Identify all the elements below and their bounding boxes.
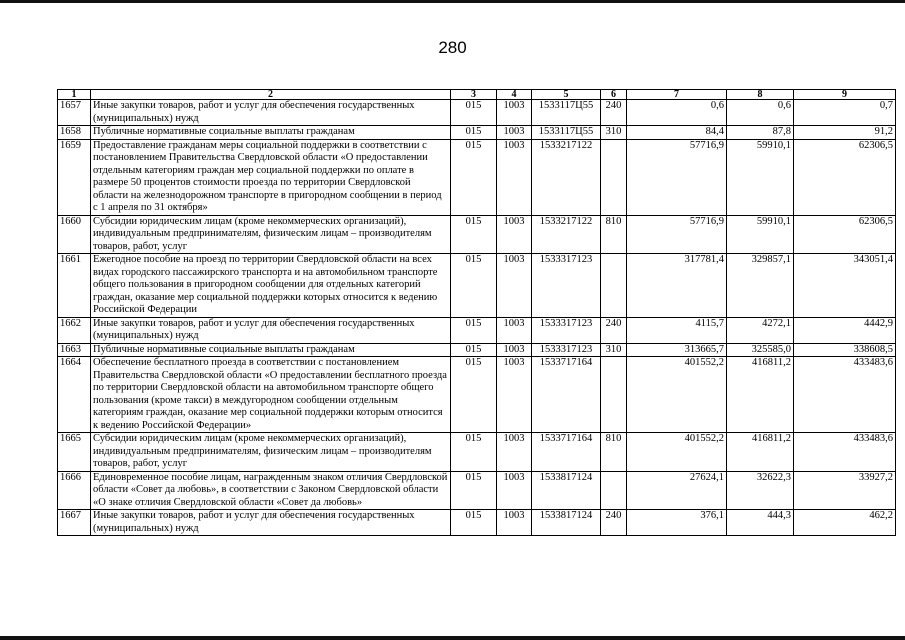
row-value-9: 62306,5: [794, 215, 896, 254]
header-row: [58, 90, 896, 100]
table-row: [58, 100, 896, 126]
row-name: Публичные нормативные социальные выплаты гражданам: [91, 126, 451, 140]
row-code-4: 1003: [497, 357, 532, 433]
row-code-4: 1003: [497, 433, 532, 472]
row-code-6: [601, 357, 627, 433]
row-code-5: 1533317123: [532, 317, 601, 343]
row-number: 1660: [58, 215, 91, 254]
row-value-7: 57716,9: [627, 215, 727, 254]
row-value-9: 343051,4: [794, 254, 896, 318]
table-row: [58, 343, 896, 357]
row-value-9: 433483,6: [794, 357, 896, 433]
row-code-4: 1003: [497, 126, 532, 140]
row-value-7: 4115,7: [627, 317, 727, 343]
row-code-5: 1533817124: [532, 471, 601, 510]
row-value-7: 401552,2: [627, 433, 727, 472]
table-header: [58, 90, 896, 100]
row-code-6: 240: [601, 510, 627, 536]
table-row: [58, 510, 896, 536]
row-code-5: 1533217122: [532, 139, 601, 215]
row-code-4: 1003: [497, 510, 532, 536]
row-code-6: 310: [601, 126, 627, 140]
row-value-8: 87,8: [727, 126, 794, 140]
row-code-4: 1003: [497, 317, 532, 343]
header-cell-6: 6: [601, 90, 627, 100]
row-code-3: 015: [451, 510, 497, 536]
row-code-3: 015: [451, 317, 497, 343]
row-code-4: 1003: [497, 254, 532, 318]
row-number: 1667: [58, 510, 91, 536]
row-code-6: 240: [601, 100, 627, 126]
header-cell-8: 8: [727, 90, 794, 100]
row-code-3: 015: [451, 126, 497, 140]
row-value-7: 0,6: [627, 100, 727, 126]
header-cell-2: 2: [91, 90, 451, 100]
row-value-7: 317781,4: [627, 254, 727, 318]
row-code-4: 1003: [497, 215, 532, 254]
row-code-6: 810: [601, 433, 627, 472]
row-code-3: 015: [451, 471, 497, 510]
row-code-5: 1533817124: [532, 510, 601, 536]
row-code-6: [601, 471, 627, 510]
row-value-9: 462,2: [794, 510, 896, 536]
row-value-9: 338608,5: [794, 343, 896, 357]
row-code-5: 1533117Ц55: [532, 100, 601, 126]
table-row: [58, 317, 896, 343]
row-code-6: 240: [601, 317, 627, 343]
row-value-7: 57716,9: [627, 139, 727, 215]
row-value-8: 325585,0: [727, 343, 794, 357]
row-code-5: 1533717164: [532, 357, 601, 433]
table-row: [58, 126, 896, 140]
row-code-3: 015: [451, 433, 497, 472]
scan-border-top: [0, 0, 905, 3]
row-value-8: 416811,2: [727, 357, 794, 433]
row-value-8: 444,3: [727, 510, 794, 536]
row-number: 1662: [58, 317, 91, 343]
row-code-3: 015: [451, 100, 497, 126]
row-name: Ежегодное пособие на проезд по территории Свердловской области на всех видах городского пассажирского транспорта и на автомобильном транспорте общего пользования в пригородном сообщении для отдельных категорий граждан, оказание мер социальной поддержки которых относится к ведению Российской Федерации: [91, 254, 451, 318]
table-row: [58, 433, 896, 472]
row-code-5: 1533717164: [532, 433, 601, 472]
row-number: 1665: [58, 433, 91, 472]
row-value-7: 27624,1: [627, 471, 727, 510]
row-code-5: 1533117Ц55: [532, 126, 601, 140]
row-value-9: 91,2: [794, 126, 896, 140]
row-code-3: 015: [451, 357, 497, 433]
row-value-8: 4272,1: [727, 317, 794, 343]
row-name: Единовременное пособие лицам, награжденным знаком отличия Свердловской области «Совет да любовь», в соответствии с Законом Свердловской области «О знаке отличия Свердловской области «Совет да любовь»: [91, 471, 451, 510]
row-value-9: 62306,5: [794, 139, 896, 215]
row-value-7: 313665,7: [627, 343, 727, 357]
header-cell-9: 9: [794, 90, 896, 100]
row-value-7: 401552,2: [627, 357, 727, 433]
row-name: Предоставление гражданам меры социальной поддержки в соответствии с постановлением Правительства Свердловской области «О предоставлении отдельным категориям граждан мер социальной поддержки по оплате в размере 50 процентов стоимости проезда по территории Свердловской области на железнодорожном транспорте в пригородном сообщении в период с 1 апреля по 31 октября»: [91, 139, 451, 215]
table-row: [58, 357, 896, 433]
row-value-9: 0,7: [794, 100, 896, 126]
row-value-8: 59910,1: [727, 215, 794, 254]
budget-table: [57, 89, 896, 536]
row-number: 1659: [58, 139, 91, 215]
page-number: 280: [438, 38, 467, 57]
row-code-5: 1533217122: [532, 215, 601, 254]
header-cell-4: 4: [497, 90, 532, 100]
row-value-8: 59910,1: [727, 139, 794, 215]
row-code-4: 1003: [497, 471, 532, 510]
header-cell-7: 7: [627, 90, 727, 100]
row-code-5: 1533317123: [532, 254, 601, 318]
table-row: [58, 254, 896, 318]
row-number: 1664: [58, 357, 91, 433]
row-value-7: 84,4: [627, 126, 727, 140]
row-value-9: 4442,9: [794, 317, 896, 343]
row-code-3: 015: [451, 139, 497, 215]
header-cell-5: 5: [532, 90, 601, 100]
row-value-8: 329857,1: [727, 254, 794, 318]
row-value-8: 0,6: [727, 100, 794, 126]
row-code-4: 1003: [497, 139, 532, 215]
row-name: Субсидии юридическим лицам (кроме некоммерческих организаций), индивидуальным предпринимателям, физическим лицам – производителям товаров, работ, услуг: [91, 215, 451, 254]
row-name: Обеспечение бесплатного проезда в соответствии с постановлением Правительства Свердловской области «О предоставлении бесплатного проезда по территории Свердловской области на автомобильном транспорте общего пользования (кроме такси) в междугородном сообщении отдельным категориям граждан, оказание мер социальной поддержки которым относится к ведению Российской Федерации»: [91, 357, 451, 433]
row-code-3: 015: [451, 254, 497, 318]
table-row: [58, 139, 896, 215]
header-cell-1: 1: [58, 90, 91, 100]
row-code-6: 810: [601, 215, 627, 254]
row-code-6: [601, 139, 627, 215]
row-code-3: 015: [451, 215, 497, 254]
row-name: Иные закупки товаров, работ и услуг для обеспечения государственных (муниципальных) нужд: [91, 317, 451, 343]
row-number: 1663: [58, 343, 91, 357]
row-number: 1658: [58, 126, 91, 140]
row-code-3: 015: [451, 343, 497, 357]
row-value-8: 32622,3: [727, 471, 794, 510]
row-code-4: 1003: [497, 343, 532, 357]
row-code-6: [601, 254, 627, 318]
row-name: Иные закупки товаров, работ и услуг для обеспечения государственных (муниципальных) нужд: [91, 510, 451, 536]
row-name: Субсидии юридическим лицам (кроме некоммерческих организаций), индивидуальным предпринимателям, физическим лицам – производителям товаров, работ, услуг: [91, 433, 451, 472]
row-value-8: 416811,2: [727, 433, 794, 472]
row-value-9: 33927,2: [794, 471, 896, 510]
row-value-7: 376,1: [627, 510, 727, 536]
row-code-5: 1533317123: [532, 343, 601, 357]
row-value-9: 433483,6: [794, 433, 896, 472]
row-code-4: 1003: [497, 100, 532, 126]
header-cell-3: 3: [451, 90, 497, 100]
row-number: 1657: [58, 100, 91, 126]
table-body: [58, 100, 896, 536]
row-name: Иные закупки товаров, работ и услуг для обеспечения государственных (муниципальных) нужд: [91, 100, 451, 126]
row-name: Публичные нормативные социальные выплаты гражданам: [91, 343, 451, 357]
row-code-6: 310: [601, 343, 627, 357]
table-row: [58, 471, 896, 510]
row-number: 1661: [58, 254, 91, 318]
scan-border-bottom: [0, 636, 905, 640]
table-row: [58, 215, 896, 254]
row-number: 1666: [58, 471, 91, 510]
